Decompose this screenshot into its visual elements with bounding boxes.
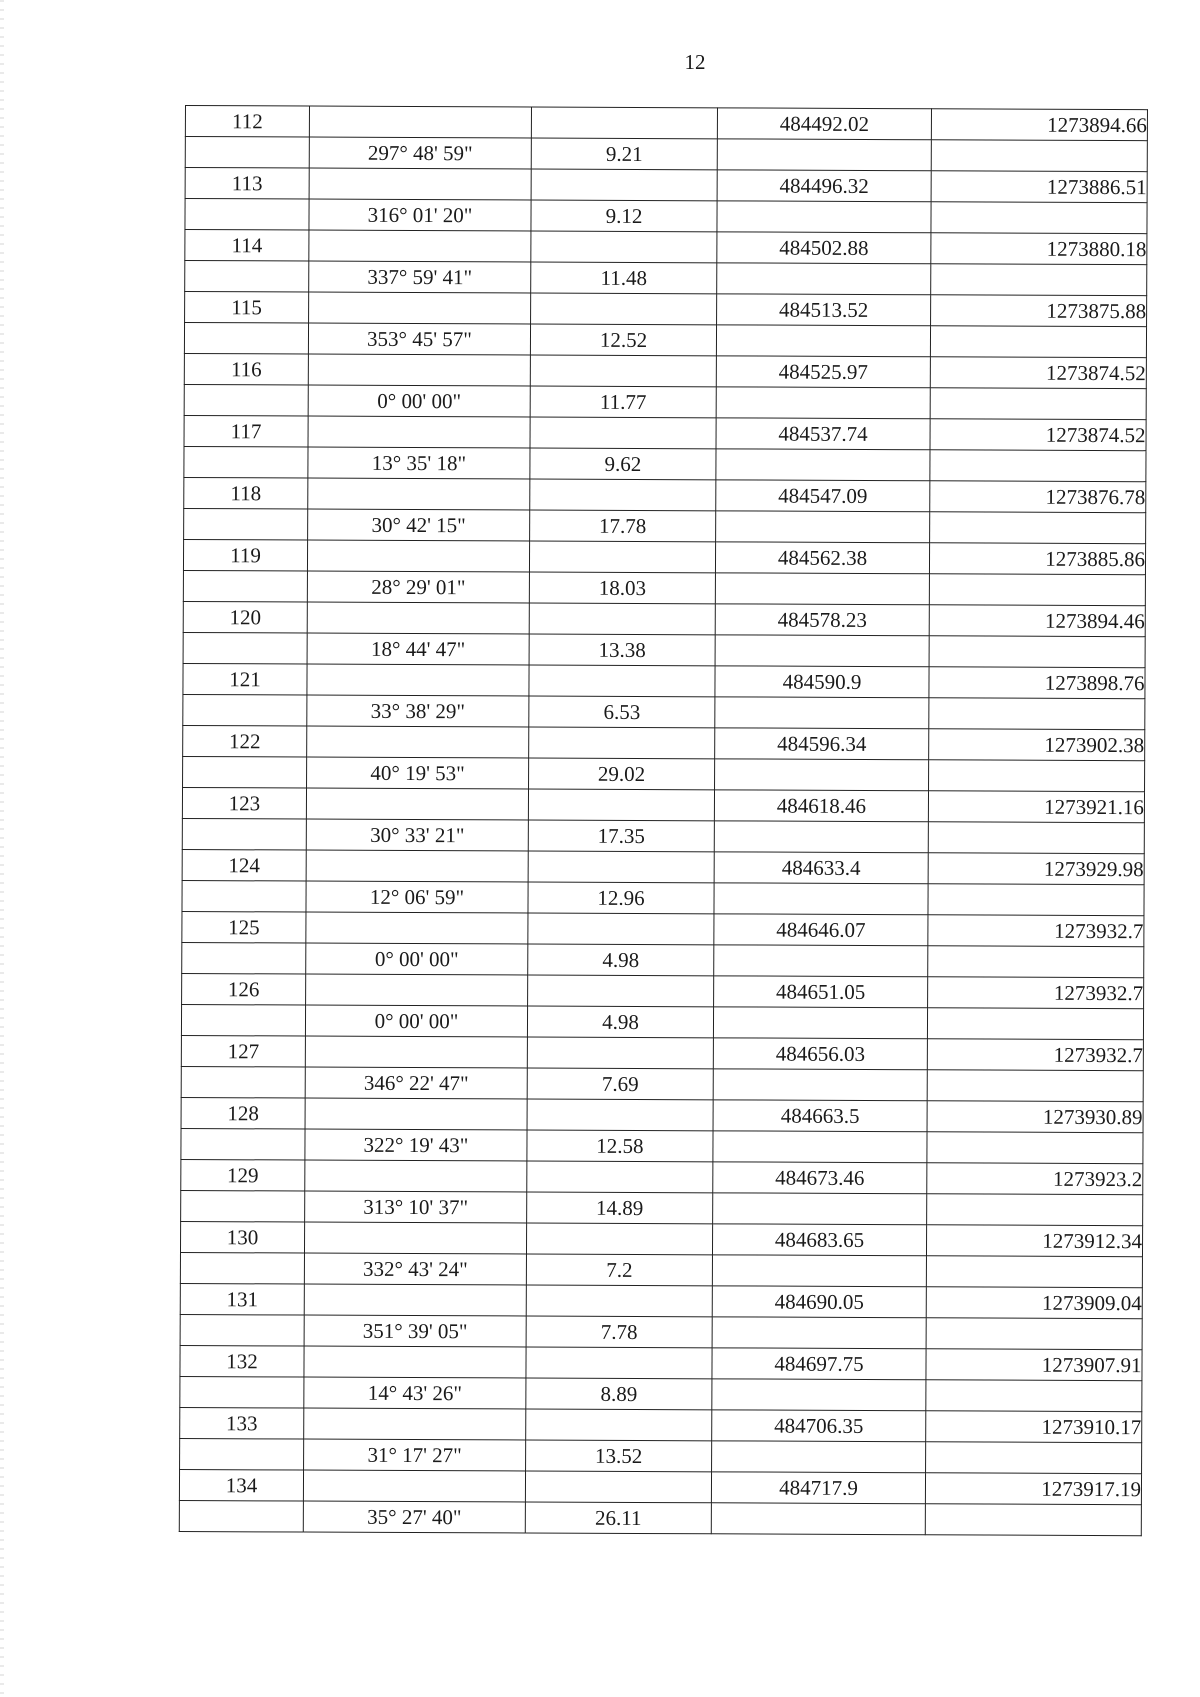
point-number-cell xyxy=(183,570,307,602)
x-coordinate-cell: 484513.52 xyxy=(717,294,931,326)
y-coordinate-cell xyxy=(930,450,1146,482)
y-coordinate-cell: 1273930.89 xyxy=(927,1101,1143,1133)
y-coordinate-cell xyxy=(927,1194,1143,1226)
y-coordinate-cell xyxy=(931,202,1147,234)
y-coordinate-cell xyxy=(927,1070,1143,1102)
distance-cell: 4.98 xyxy=(528,944,714,976)
segment-row xyxy=(180,1438,1142,1473)
bearing-angle-cell: 346° 22' 47" xyxy=(305,1067,527,1099)
y-coordinate-cell xyxy=(927,1008,1143,1040)
y-coordinate-cell xyxy=(930,512,1146,544)
scan-edge-marks xyxy=(0,0,4,1697)
point-number-cell xyxy=(183,694,307,726)
x-coordinate-cell: 484651.05 xyxy=(714,976,928,1008)
point-number-cell: 113 xyxy=(185,168,309,200)
y-coordinate-cell xyxy=(928,946,1144,978)
x-coordinate-cell xyxy=(712,1255,926,1287)
point-row xyxy=(180,1221,1142,1256)
bearing-angle-cell xyxy=(306,974,528,1006)
y-coordinate-cell xyxy=(930,388,1146,420)
y-coordinate-cell xyxy=(930,326,1146,358)
point-number-cell xyxy=(182,880,306,912)
point-row xyxy=(184,353,1146,388)
x-coordinate-cell: 484683.65 xyxy=(712,1224,926,1256)
distance-cell xyxy=(531,231,717,263)
y-coordinate-cell xyxy=(926,1442,1142,1474)
bearing-angle-cell xyxy=(304,1222,526,1254)
distance-cell xyxy=(526,1409,712,1441)
bearing-angle-cell xyxy=(306,912,528,944)
distance-cell xyxy=(528,913,714,945)
point-number-cell xyxy=(180,1438,304,1470)
segment-row xyxy=(183,632,1145,667)
segment-row xyxy=(181,1066,1143,1101)
x-coordinate-cell xyxy=(714,945,928,977)
point-number-cell: 131 xyxy=(180,1283,304,1315)
point-number-cell: 116 xyxy=(184,353,308,385)
point-number-cell xyxy=(185,137,309,169)
bearing-angle-cell xyxy=(309,230,531,262)
point-number-cell xyxy=(180,1376,304,1408)
distance-cell: 13.52 xyxy=(526,1440,712,1472)
point-row xyxy=(179,1469,1141,1504)
segment-row xyxy=(180,1314,1142,1349)
segment-row xyxy=(180,1252,1142,1287)
segment-row xyxy=(184,384,1146,419)
x-coordinate-cell xyxy=(712,1441,926,1473)
x-coordinate-cell xyxy=(715,697,929,729)
point-number-cell xyxy=(182,942,306,974)
y-coordinate-cell xyxy=(928,822,1144,854)
x-coordinate-cell xyxy=(716,325,930,357)
x-coordinate-cell: 484633.4 xyxy=(714,852,928,884)
point-number-cell: 129 xyxy=(181,1159,305,1191)
x-coordinate-cell xyxy=(715,759,929,791)
x-coordinate-cell: 484706.35 xyxy=(712,1410,926,1442)
bearing-angle-cell xyxy=(308,478,530,510)
distance-cell: 4.98 xyxy=(527,1006,713,1038)
y-coordinate-cell xyxy=(931,140,1147,172)
segment-row xyxy=(184,508,1146,543)
point-row xyxy=(183,539,1145,574)
y-coordinate-cell: 1273907.91 xyxy=(926,1349,1142,1381)
x-coordinate-cell xyxy=(717,139,931,171)
point-row xyxy=(181,1035,1143,1070)
point-number-cell: 123 xyxy=(182,787,306,819)
x-coordinate-cell xyxy=(716,387,930,419)
bearing-angle-cell xyxy=(308,416,530,448)
bearing-angle-cell: 30° 42' 15" xyxy=(308,509,530,541)
y-coordinate-cell xyxy=(926,1256,1142,1288)
bearing-angle-cell xyxy=(305,1098,527,1130)
point-number-cell xyxy=(185,261,309,293)
x-coordinate-cell: 484578.23 xyxy=(715,604,929,636)
x-coordinate-cell xyxy=(716,511,930,543)
segment-row xyxy=(181,1128,1143,1163)
coordinates-table-body xyxy=(179,106,1147,1536)
point-number-cell: 112 xyxy=(185,106,309,138)
bearing-angle-cell: 12° 06' 59" xyxy=(306,881,528,913)
segment-row xyxy=(183,756,1145,791)
point-number-cell xyxy=(180,1252,304,1284)
x-coordinate-cell xyxy=(714,883,928,915)
point-row xyxy=(180,1345,1142,1380)
y-coordinate-cell: 1273902.38 xyxy=(929,729,1145,761)
point-row xyxy=(180,1407,1142,1442)
x-coordinate-cell: 484496.32 xyxy=(717,170,931,202)
x-coordinate-cell xyxy=(716,449,930,481)
point-number-cell: 126 xyxy=(182,973,306,1005)
distance-cell: 11.48 xyxy=(531,262,717,294)
y-coordinate-cell: 1273894.66 xyxy=(931,109,1147,141)
segment-row xyxy=(180,1376,1142,1411)
point-row xyxy=(183,725,1145,760)
distance-cell: 12.96 xyxy=(528,882,714,914)
x-coordinate-cell: 484502.88 xyxy=(717,232,931,264)
segment-row xyxy=(179,1500,1141,1535)
bearing-angle-cell: 0° 00' 00" xyxy=(308,385,530,417)
point-number-cell xyxy=(184,508,308,540)
segment-row xyxy=(181,1004,1143,1039)
bearing-angle-cell xyxy=(305,1036,527,1068)
x-coordinate-cell xyxy=(711,1503,925,1535)
point-number-cell: 125 xyxy=(182,911,306,943)
point-row xyxy=(184,415,1146,450)
x-coordinate-cell xyxy=(712,1379,926,1411)
bearing-angle-cell: 31° 17' 27" xyxy=(304,1439,526,1471)
y-coordinate-cell: 1273932.7 xyxy=(927,1039,1143,1071)
bearing-angle-cell: 0° 00' 00" xyxy=(305,1005,527,1037)
distance-cell xyxy=(531,169,717,201)
bearing-angle-cell xyxy=(309,168,531,200)
point-number-cell: 120 xyxy=(183,601,307,633)
segment-row xyxy=(185,261,1147,296)
point-number-cell: 132 xyxy=(180,1345,304,1377)
point-number-cell: 134 xyxy=(179,1469,303,1501)
bearing-angle-cell xyxy=(305,1160,527,1192)
point-number-cell: 133 xyxy=(180,1407,304,1439)
point-row xyxy=(182,849,1144,884)
point-number-cell xyxy=(185,199,309,231)
x-coordinate-cell xyxy=(712,1317,926,1349)
distance-cell: 13.38 xyxy=(529,634,715,666)
distance-cell xyxy=(530,355,716,387)
point-number-cell xyxy=(184,384,308,416)
x-coordinate-cell xyxy=(713,1131,927,1163)
bearing-angle-cell xyxy=(304,1346,526,1378)
y-coordinate-cell: 1273921.16 xyxy=(928,791,1144,823)
segment-row xyxy=(184,323,1146,358)
point-number-cell: 121 xyxy=(183,663,307,695)
point-number-cell xyxy=(181,1004,305,1036)
bearing-angle-cell: 353° 45' 57" xyxy=(308,323,530,355)
point-number-cell xyxy=(182,818,306,850)
x-coordinate-cell: 484646.07 xyxy=(714,914,928,946)
y-coordinate-cell: 1273876.78 xyxy=(930,481,1146,513)
bearing-angle-cell xyxy=(307,540,529,572)
x-coordinate-cell: 484656.03 xyxy=(713,1038,927,1070)
bearing-angle-cell: 322° 19' 43" xyxy=(305,1129,527,1161)
y-coordinate-cell xyxy=(925,1504,1141,1536)
point-number-cell xyxy=(181,1190,305,1222)
bearing-angle-cell xyxy=(309,106,531,138)
page-number: 12 xyxy=(684,50,706,74)
distance-cell xyxy=(527,1037,713,1069)
x-coordinate-cell: 484562.38 xyxy=(715,542,929,574)
x-coordinate-cell xyxy=(713,1007,927,1039)
y-coordinate-cell: 1273909.04 xyxy=(926,1287,1142,1319)
y-coordinate-cell xyxy=(929,760,1145,792)
point-row xyxy=(184,477,1146,512)
bearing-angle-cell xyxy=(306,850,528,882)
distance-cell: 7.69 xyxy=(527,1068,713,1100)
x-coordinate-cell xyxy=(714,821,928,853)
bearing-angle-cell xyxy=(309,292,531,324)
point-number-cell xyxy=(181,1066,305,1098)
x-coordinate-cell xyxy=(717,263,931,295)
distance-cell xyxy=(527,1161,713,1193)
x-coordinate-cell: 484663.5 xyxy=(713,1100,927,1132)
bearing-angle-cell: 316° 01' 20" xyxy=(309,199,531,231)
bearing-angle-cell: 0° 00' 00" xyxy=(306,943,528,975)
y-coordinate-cell: 1273923.2 xyxy=(927,1163,1143,1195)
point-number-cell xyxy=(183,756,307,788)
segment-row xyxy=(182,818,1144,853)
point-number-cell: 128 xyxy=(181,1097,305,1129)
distance-cell xyxy=(531,107,717,139)
y-coordinate-cell xyxy=(929,698,1145,730)
point-row xyxy=(181,1097,1143,1132)
point-number-cell: 118 xyxy=(184,477,308,509)
distance-cell xyxy=(530,417,716,449)
x-coordinate-cell: 484673.46 xyxy=(713,1162,927,1194)
distance-cell xyxy=(526,1223,712,1255)
x-coordinate-cell: 484697.75 xyxy=(712,1348,926,1380)
point-number-cell xyxy=(184,446,308,478)
y-coordinate-cell xyxy=(928,884,1144,916)
point-number-cell xyxy=(183,632,307,664)
y-coordinate-cell: 1273894.46 xyxy=(929,605,1145,637)
point-row xyxy=(182,911,1144,946)
x-coordinate-cell: 484547.09 xyxy=(716,480,930,512)
distance-cell: 11.77 xyxy=(530,386,716,418)
distance-cell xyxy=(525,1471,711,1503)
distance-cell xyxy=(529,603,715,635)
x-coordinate-cell: 484590.9 xyxy=(715,666,929,698)
distance-cell xyxy=(529,541,715,573)
distance-cell: 7.2 xyxy=(526,1254,712,1286)
distance-cell: 6.53 xyxy=(529,696,715,728)
bearing-angle-cell xyxy=(308,354,530,386)
y-coordinate-cell: 1273932.7 xyxy=(928,977,1144,1009)
point-number-cell: 122 xyxy=(183,725,307,757)
distance-cell: 18.03 xyxy=(529,572,715,604)
point-number-cell: 114 xyxy=(185,230,309,262)
point-row xyxy=(180,1283,1142,1318)
point-number-cell: 124 xyxy=(182,849,306,881)
y-coordinate-cell: 1273874.52 xyxy=(930,419,1146,451)
bearing-angle-cell xyxy=(304,1284,526,1316)
bearing-angle-cell: 40° 19' 53" xyxy=(307,757,529,789)
distance-cell: 26.11 xyxy=(525,1502,711,1534)
bearing-angle-cell: 28° 29' 01" xyxy=(307,571,529,603)
distance-cell: 29.02 xyxy=(529,758,715,790)
y-coordinate-cell xyxy=(927,1132,1143,1164)
x-coordinate-cell xyxy=(717,201,931,233)
distance-cell xyxy=(527,1099,713,1131)
distance-cell xyxy=(528,851,714,883)
point-number-cell xyxy=(184,323,308,355)
bearing-angle-cell: 351° 39' 05" xyxy=(304,1315,526,1347)
segment-row xyxy=(182,942,1144,977)
point-number-cell: 127 xyxy=(181,1035,305,1067)
distance-cell xyxy=(529,665,715,697)
bearing-angle-cell xyxy=(304,1408,526,1440)
point-number-cell xyxy=(181,1128,305,1160)
bearing-angle-cell: 313° 10' 37" xyxy=(305,1191,527,1223)
point-number-cell: 130 xyxy=(180,1221,304,1253)
point-row xyxy=(185,106,1147,141)
point-number-cell: 117 xyxy=(184,415,308,447)
x-coordinate-cell: 484537.74 xyxy=(716,418,930,450)
bearing-angle-cell xyxy=(307,602,529,634)
segment-row xyxy=(185,199,1147,234)
bearing-angle-cell: 35° 27' 40" xyxy=(303,1501,525,1533)
point-number-cell xyxy=(179,1500,303,1532)
distance-cell: 12.52 xyxy=(530,324,716,356)
distance-cell: 17.78 xyxy=(530,510,716,542)
point-row xyxy=(185,230,1147,265)
bearing-angle-cell: 297° 48' 59" xyxy=(309,137,531,169)
y-coordinate-cell: 1273875.88 xyxy=(931,295,1147,327)
y-coordinate-cell: 1273912.34 xyxy=(926,1225,1142,1257)
segment-row xyxy=(185,137,1147,172)
point-row xyxy=(182,787,1144,822)
y-coordinate-cell: 1273932.7 xyxy=(928,915,1144,947)
point-number-cell xyxy=(180,1314,304,1346)
y-coordinate-cell: 1273880.18 xyxy=(931,233,1147,265)
distance-cell: 7.78 xyxy=(526,1316,712,1348)
y-coordinate-cell xyxy=(929,574,1145,606)
x-coordinate-cell: 484618.46 xyxy=(714,790,928,822)
bearing-angle-cell: 30° 33' 21" xyxy=(306,819,528,851)
segment-row xyxy=(182,880,1144,915)
distance-cell xyxy=(526,1285,712,1317)
distance-cell xyxy=(528,975,714,1007)
y-coordinate-cell: 1273874.52 xyxy=(930,357,1146,389)
distance-cell: 8.89 xyxy=(526,1378,712,1410)
y-coordinate-cell: 1273910.17 xyxy=(926,1411,1142,1443)
distance-cell xyxy=(530,479,716,511)
distance-cell: 12.58 xyxy=(527,1130,713,1162)
bearing-angle-cell: 332° 43' 24" xyxy=(304,1253,526,1285)
distance-cell xyxy=(531,293,717,325)
distance-cell xyxy=(528,789,714,821)
point-row xyxy=(183,663,1145,698)
x-coordinate-cell xyxy=(715,635,929,667)
coordinates-table xyxy=(179,105,1148,1536)
bearing-angle-cell: 13° 35' 18" xyxy=(308,447,530,479)
y-coordinate-cell: 1273885.86 xyxy=(929,543,1145,575)
distance-cell: 14.89 xyxy=(527,1192,713,1224)
point-number-cell: 115 xyxy=(185,292,309,324)
x-coordinate-cell: 484717.9 xyxy=(711,1472,925,1504)
bearing-angle-cell xyxy=(306,788,528,820)
distance-cell xyxy=(529,727,715,759)
bearing-angle-cell: 14° 43' 26" xyxy=(304,1377,526,1409)
bearing-angle-cell: 18° 44' 47" xyxy=(307,633,529,665)
x-coordinate-cell: 484596.34 xyxy=(715,728,929,760)
distance-cell: 17.35 xyxy=(528,820,714,852)
segment-row xyxy=(184,446,1146,481)
x-coordinate-cell: 484690.05 xyxy=(712,1286,926,1318)
bearing-angle-cell xyxy=(303,1470,525,1502)
bearing-angle-cell: 337° 59' 41" xyxy=(309,261,531,293)
bearing-angle-cell xyxy=(307,726,529,758)
x-coordinate-cell: 484492.02 xyxy=(717,108,931,140)
point-row xyxy=(183,601,1145,636)
distance-cell: 9.12 xyxy=(531,200,717,232)
point-row xyxy=(181,1159,1143,1194)
y-coordinate-cell: 1273917.19 xyxy=(925,1473,1141,1505)
y-coordinate-cell xyxy=(926,1380,1142,1412)
bearing-angle-cell: 33° 38' 29" xyxy=(307,695,529,727)
segment-row xyxy=(183,570,1145,605)
distance-cell: 9.62 xyxy=(530,448,716,480)
point-row xyxy=(185,292,1147,327)
distance-cell xyxy=(526,1347,712,1379)
point-row xyxy=(185,168,1147,203)
segment-row xyxy=(181,1190,1143,1225)
point-number-cell: 119 xyxy=(183,539,307,571)
point-row xyxy=(182,973,1144,1008)
y-coordinate-cell xyxy=(931,264,1147,296)
x-coordinate-cell xyxy=(713,1069,927,1101)
x-coordinate-cell xyxy=(715,573,929,605)
distance-cell: 9.21 xyxy=(531,138,717,170)
y-coordinate-cell: 1273886.51 xyxy=(931,171,1147,203)
x-coordinate-cell xyxy=(713,1193,927,1225)
y-coordinate-cell xyxy=(929,636,1145,668)
bearing-angle-cell xyxy=(307,664,529,696)
segment-row xyxy=(183,694,1145,729)
y-coordinate-cell xyxy=(926,1318,1142,1350)
y-coordinate-cell: 1273898.76 xyxy=(929,667,1145,699)
y-coordinate-cell: 1273929.98 xyxy=(928,853,1144,885)
x-coordinate-cell: 484525.97 xyxy=(716,356,930,388)
